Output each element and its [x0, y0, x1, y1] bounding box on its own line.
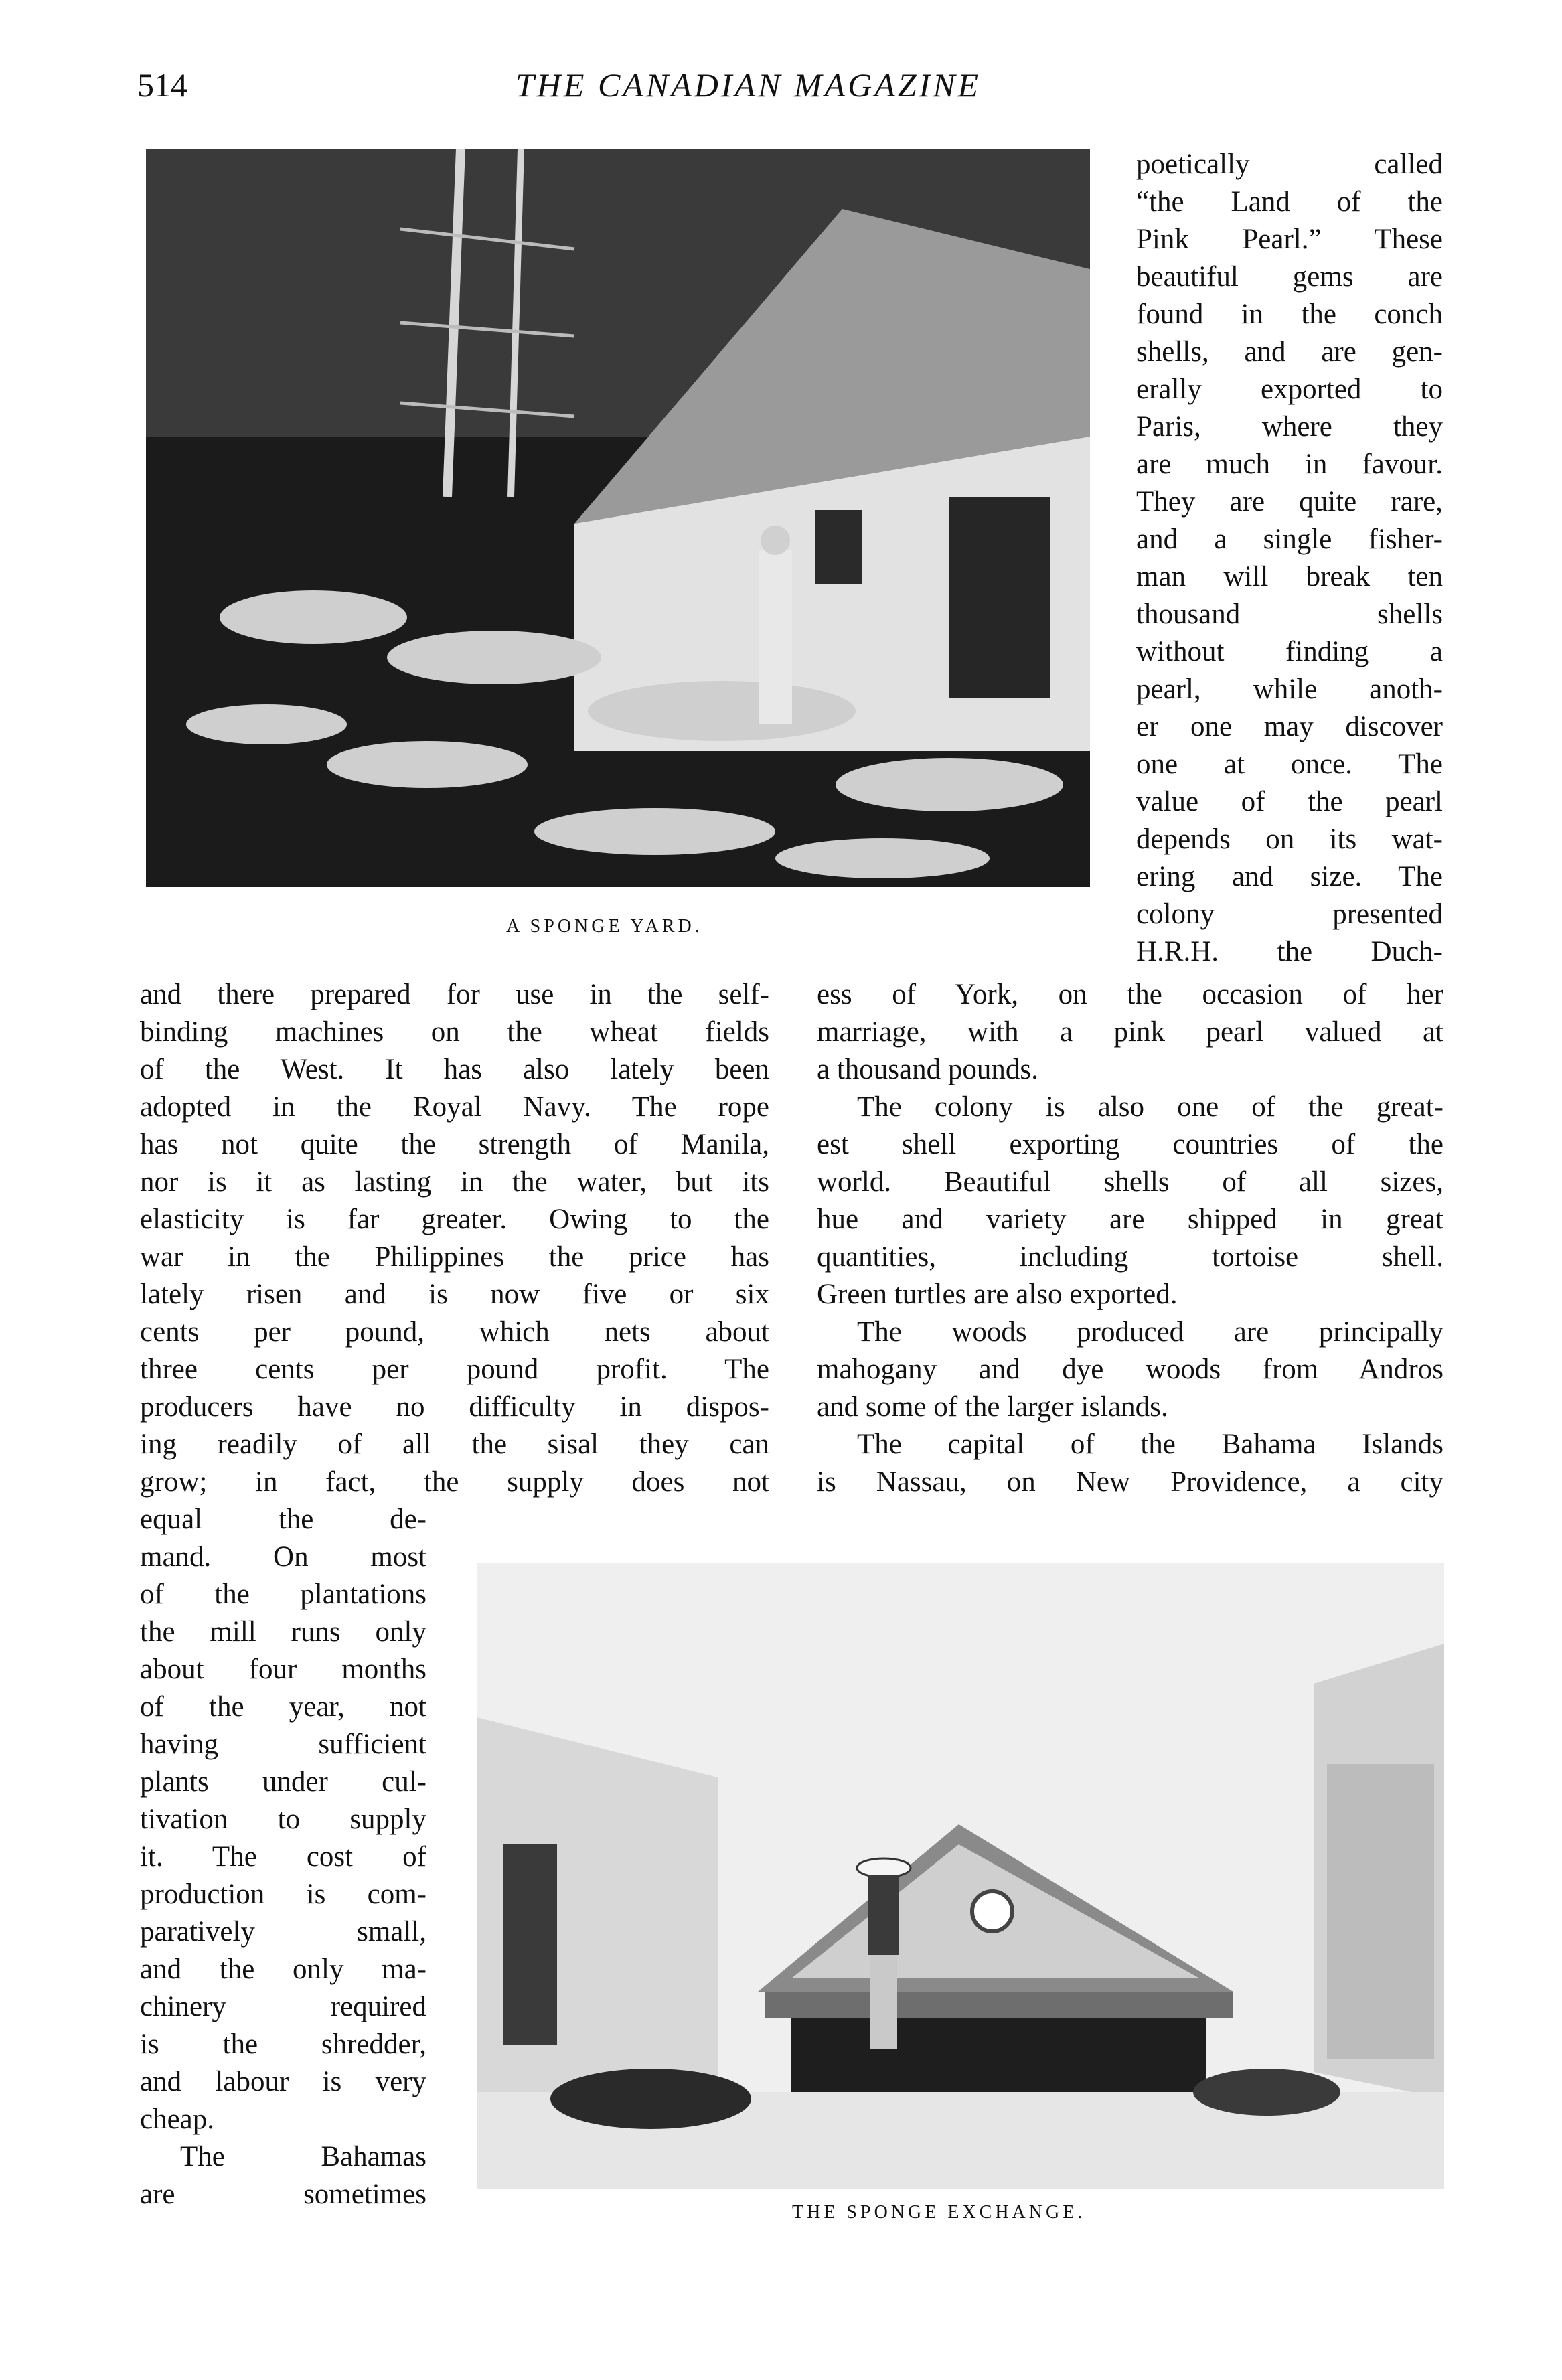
text-line: is Nassau, on New Providence, a city [817, 1466, 1443, 1498]
text-line: binding machines on the wheat fields [140, 1016, 769, 1048]
sponge-yard-photo [146, 149, 1090, 887]
text-line: elasticity is far greater. Owing to the [140, 1204, 769, 1235]
text-line: of the plantations [140, 1579, 426, 1610]
text-line: without finding a [1136, 636, 1443, 667]
text-line: chinery required [140, 1991, 426, 2022]
text-line: a thousand pounds. [817, 1054, 1038, 1085]
text-line: and the only ma- [140, 1954, 426, 1985]
text-line: and a single fisher- [1136, 524, 1443, 555]
text-line: the mill runs only [140, 1616, 426, 1648]
text-line: “the Land of the [1136, 186, 1443, 218]
text-line: plants under cul- [140, 1766, 426, 1798]
text-line: H.R.H. the Duch- [1136, 936, 1443, 967]
text-line: has not quite the strength of Manila, [140, 1129, 769, 1160]
text-line: ering and size. The [1136, 861, 1443, 892]
text-line: man will break ten [1136, 561, 1443, 592]
text-line: beautiful gems are [1136, 261, 1443, 293]
text-line: erally exported to [1136, 374, 1443, 405]
text-line: three cents per pound profit. The [140, 1354, 769, 1385]
text-line: ing readily of all the sisal they can [140, 1429, 769, 1460]
text-line: world. Beautiful shells of all sizes, [817, 1166, 1443, 1198]
text-line: mahogany and dye woods from Andros [817, 1354, 1443, 1385]
text-line: er one may discover [1136, 711, 1443, 742]
text-line: poetically called [1136, 149, 1443, 180]
text-line: thousand shells [1136, 599, 1443, 630]
right-column-top [1136, 146, 1443, 971]
text-line: it. The cost of [140, 1841, 426, 1873]
text-line: and labour is very [140, 2066, 426, 2097]
right-column-middle [817, 976, 1443, 1501]
text-line: equal the de- [140, 1504, 426, 1535]
text-line: They are quite rare, [1136, 486, 1443, 518]
text-line: is the shredder, [140, 2029, 426, 2060]
text-line: and some of the larger islands. [817, 1391, 1168, 1423]
text-line: war in the Philippines the price has [140, 1241, 769, 1273]
text-line: Pink Pearl.” These [1136, 224, 1443, 255]
text-line: colony presented [1136, 898, 1443, 930]
left-column-middle [140, 976, 769, 1501]
sponge-exchange-photo [477, 1563, 1444, 2189]
text-line: about four months [140, 1654, 426, 1685]
text-line: are much in favour. [1136, 449, 1443, 480]
text-line: found in the conch [1136, 299, 1443, 330]
text-line: having sufficient [140, 1729, 426, 1760]
text-line: one at once. The [1136, 748, 1443, 780]
text-line: paratively small, [140, 1916, 426, 1948]
text-line: of the year, not [140, 1691, 426, 1723]
left-column-bottom [140, 1501, 426, 2213]
text-line: The woods produced are principally [857, 1316, 1443, 1348]
text-line: Green turtles are also exported. [817, 1279, 1178, 1310]
text-line: ess of York, on the occasion of her [817, 979, 1443, 1010]
sponge-yard-caption: A SPONGE YARD. [506, 916, 703, 937]
text-line: depends on its wat- [1136, 823, 1443, 855]
text-line: mand. On most [140, 1541, 426, 1573]
text-line: grow; in fact, the supply does not [140, 1466, 769, 1498]
text-line: producers have no difficulty in dispos- [140, 1391, 769, 1423]
text-line: marriage, with a pink pearl valued at [817, 1016, 1443, 1048]
text-line: The colony is also one of the great- [857, 1091, 1443, 1123]
text-line: cents per pound, which nets about [140, 1316, 769, 1348]
text-line: Paris, where they [1136, 411, 1443, 443]
text-line: The capital of the Bahama Islands [857, 1429, 1443, 1460]
text-line: est shell exporting countries of the [817, 1129, 1443, 1160]
text-line: The Bahamas [180, 2141, 426, 2172]
text-line: quantities, including tortoise shell. [817, 1241, 1443, 1273]
text-line: hue and variety are shipped in great [817, 1204, 1443, 1235]
sponge-exchange-caption: THE SPONGE EXCHANGE. [792, 2202, 1086, 2223]
text-line: and there prepared for use in the self- [140, 979, 769, 1010]
text-line: pearl, while anoth- [1136, 673, 1443, 705]
text-line: adopted in the Royal Navy. The rope [140, 1091, 769, 1123]
text-line: production is com- [140, 1879, 426, 1910]
running-head: THE CANADIAN MAGAZINE [516, 66, 982, 104]
text-line: cheap. [140, 2104, 215, 2135]
text-line: value of the pearl [1136, 786, 1443, 817]
text-line: lately risen and is now five or six [140, 1279, 769, 1310]
text-line: of the West. It has also lately been [140, 1054, 769, 1085]
text-line: nor is it as lasting in the water, but its [140, 1166, 769, 1198]
page-number: 514 [137, 66, 187, 104]
text-line: tivation to supply [140, 1804, 426, 1835]
text-line: shells, and are gen- [1136, 336, 1443, 368]
text-line: are sometimes [140, 2178, 426, 2210]
